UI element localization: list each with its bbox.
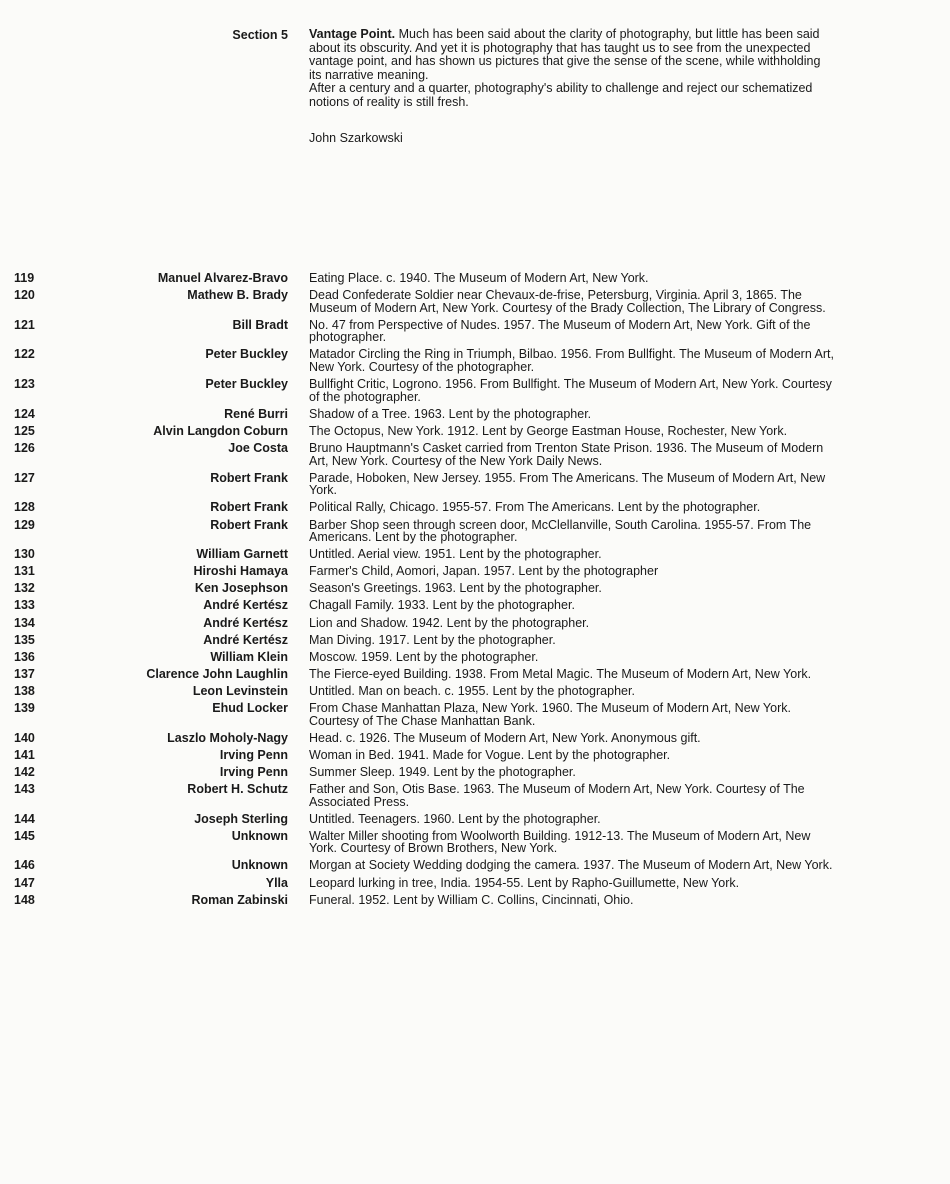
plate-description: Season's Greetings. 1963. Lent by the photographer. (309, 581, 602, 596)
plate-number: 148 (14, 892, 35, 907)
plate-description: Funeral. 1952. Lent by William C. Collins, Cincinnati, Ohio. (309, 892, 634, 907)
plate-description: Political Rally, Chicago. 1955-57. From The Americans. Lent by the photographer. (309, 500, 761, 515)
plate-number: 130 (14, 547, 35, 562)
plate-description: Morgan at Society Wedding dodging the camera. 1937. The Museum of Modern Art, New York. (309, 858, 833, 873)
plate-entry (0, 425, 950, 438)
plate-entry (0, 749, 950, 762)
plate-description: The Fierce-eyed Building. 1938. From Metal Magic. The Museum of Modern Art, New York. (309, 666, 812, 681)
plate-description: Bruno Hauptmann's Casket carried from Trenton State Prison. 1936. The Museum of Modern Art, New York. Courtesy of the New York Daily News. (309, 441, 824, 468)
plate-entry (0, 859, 950, 872)
plate-entry (0, 813, 950, 826)
plate-entry (0, 565, 950, 578)
plate-number: 136 (14, 649, 35, 664)
plate-number: 133 (14, 598, 35, 613)
plate-entry (0, 702, 950, 727)
plate-number: 121 (14, 317, 35, 332)
intro-paragraph-2: After a century and a quarter, photography's ability to challenge and reject our schematized notions of reality is still fresh. (309, 81, 813, 109)
plate-entry (0, 519, 950, 544)
plate-entry (0, 348, 950, 373)
plate-number: 131 (14, 564, 35, 579)
plate-entry (0, 548, 950, 561)
photographer-name: Mathew B. Brady (187, 288, 288, 303)
plate-description: Barber Shop seen through screen door, McClellanville, South Carolina. 1955-57. From The Americans. Lent by the photographer. (309, 517, 812, 545)
plate-number: 129 (14, 517, 35, 532)
photographer-name: Ken Josephson (194, 581, 288, 596)
plate-description: Moscow. 1959. Lent by the photographer. (309, 649, 539, 664)
plate-entry (0, 472, 950, 497)
plate-number: 142 (14, 764, 35, 779)
photographer-name: Manuel Alvarez-Bravo (157, 271, 288, 285)
photographer-name: Clarence John Laughlin (146, 666, 288, 681)
photographer-name: Irving Penn (219, 747, 288, 762)
plate-description: No. 47 from Perspective of Nudes. 1957. The Museum of Modern Art, New York. Gift of the photographer. (309, 317, 811, 345)
plate-entry (0, 378, 950, 403)
plate-description: Farmer's Child, Aomori, Japan. 1957. Lent by the photographer (309, 564, 659, 579)
plate-description: Untitled. Aerial view. 1951. Lent by the photographer. (309, 547, 602, 562)
plate-number: 126 (14, 441, 35, 456)
plate-description: Matador Circling the Ring in Triumph, Bilbao. 1956. From Bullfight. The Museum of Modern Art, New York. Courtesy of the photographer. (309, 347, 835, 375)
plate-number: 123 (14, 377, 35, 392)
plate-description: Eating Place. c. 1940. The Museum of Modern Art, New York. (309, 271, 649, 285)
author-name: John Szarkowski (309, 131, 403, 145)
photographer-name: Unknown (231, 828, 288, 843)
photographer-name: Alvin Langdon Coburn (153, 423, 288, 438)
plate-number: 137 (14, 666, 35, 681)
section-label: Section 5 (232, 28, 288, 42)
photographer-name: Robert H. Schutz (187, 782, 288, 796)
photographer-name: Joe Costa (228, 441, 288, 456)
photographer-name: Ylla (265, 875, 288, 890)
plate-list (0, 272, 950, 911)
plate-description: Head. c. 1926. The Museum of Modern Art, New York. Anonymous gift. (309, 730, 701, 745)
photographer-name: William Garnett (196, 547, 288, 562)
photographer-name: René Burri (224, 406, 288, 421)
plate-entry (0, 617, 950, 630)
photographer-name: André Kertész (203, 615, 288, 630)
plate-description: Dead Confederate Soldier near Chevaux-de-frise, Petersburg, Virginia. April 3, 1865. The Museum of Modern Art, New York. Courtesy of the Brady Collection, The Library of Congress. (309, 288, 826, 315)
plate-description: Lion and Shadow. 1942. Lent by the photographer. (309, 615, 590, 630)
plate-description: Untitled. Teenagers. 1960. Lent by the photographer. (309, 811, 601, 826)
plate-entry (0, 830, 950, 855)
plate-number: 127 (14, 470, 35, 485)
plate-description: Walter Miller shooting from Woolworth Building. 1912-13. The Museum of Modern Art, New York. Courtesy of Brown Brothers, New York. (309, 828, 811, 856)
plate-description: Woman in Bed. 1941. Made for Vogue. Lent by the photographer. (309, 747, 671, 762)
photographer-name: Peter Buckley (205, 347, 288, 362)
plate-number: 128 (14, 500, 35, 515)
plate-entry (0, 732, 950, 745)
plate-entry (0, 783, 950, 808)
plate-number: 141 (14, 747, 35, 762)
plate-description: Man Diving. 1917. Lent by the photographer. (309, 632, 556, 647)
photographer-name: André Kertész (203, 632, 288, 647)
photographer-name: Bill Bradt (232, 317, 288, 332)
plate-entry (0, 685, 950, 698)
intro-paragraph-1 (309, 28, 829, 82)
plate-entry (0, 894, 950, 907)
plate-description: Chagall Family. 1933. Lent by the photographer. (309, 598, 575, 613)
photographer-name: Robert Frank (210, 470, 288, 485)
plate-number: 138 (14, 683, 35, 698)
plate-number: 134 (14, 615, 35, 630)
photographer-name: Joseph Sterling (194, 811, 288, 826)
photographer-name: William Klein (210, 649, 288, 664)
plate-description: From Chase Manhattan Plaza, New York. 1960. The Museum of Modern Art, New York. Courtesy of The Chase Manhattan Bank. (309, 701, 791, 728)
plate-entry (0, 766, 950, 779)
plate-number: 140 (14, 730, 35, 745)
photographer-name: Hiroshi Hamaya (193, 564, 288, 579)
plate-entry (0, 668, 950, 681)
section-title: Vantage Point. (309, 27, 396, 41)
plate-number: 144 (14, 811, 35, 826)
photographer-name: Ehud Locker (212, 701, 288, 716)
intro-text: Much has been said about the clarity of photography, but little has been said about its obscurity. And yet it is photography that has taught us to see from the unexpected vantage point, and has shown us pictures that give the sense of the scene, while withholding its narrative meaning. (309, 27, 821, 82)
plate-description: The Octopus, New York. 1912. Lent by George Eastman House, Rochester, New York. (309, 423, 788, 438)
plate-number: 119 (14, 271, 35, 285)
plate-number: 122 (14, 347, 35, 362)
plate-number: 135 (14, 632, 35, 647)
plate-entry (0, 634, 950, 647)
plate-entry (0, 272, 950, 285)
photographer-name: Robert Frank (210, 517, 288, 532)
plate-number: 120 (14, 288, 35, 303)
plate-entry (0, 599, 950, 612)
plate-description: Father and Son, Otis Base. 1963. The Museum of Modern Art, New York. Courtesy of The Associated Press. (309, 782, 805, 809)
photographer-name: Peter Buckley (205, 377, 288, 392)
photographer-name: Unknown (231, 858, 288, 873)
plate-description: Summer Sleep. 1949. Lent by the photographer. (309, 764, 576, 779)
plate-description: Shadow of a Tree. 1963. Lent by the photographer. (309, 406, 592, 421)
plate-description: Bullfight Critic, Logrono. 1956. From Bullfight. The Museum of Modern Art, New York. Courtesy of the photographer. (309, 377, 832, 404)
plate-number: 143 (14, 782, 35, 796)
plate-number: 146 (14, 858, 35, 873)
plate-entry (0, 877, 950, 890)
photographer-name: André Kertész (203, 598, 288, 613)
photographer-name: Robert Frank (210, 500, 288, 515)
section-intro (309, 28, 829, 110)
plate-entry (0, 501, 950, 514)
plate-description: Leopard lurking in tree, India. 1954-55. Lent by Rapho-Guillumette, New York. (309, 875, 740, 890)
plate-number: 145 (14, 828, 35, 843)
plate-number: 139 (14, 701, 35, 716)
plate-number: 147 (14, 875, 35, 890)
plate-entry (0, 289, 950, 314)
plate-entry (0, 582, 950, 595)
plate-description: Untitled. Man on beach. c. 1955. Lent by the photographer. (309, 683, 635, 698)
plate-entry (0, 651, 950, 664)
plate-entry (0, 319, 950, 344)
plate-entry (0, 408, 950, 421)
plate-entry (0, 442, 950, 467)
photographer-name: Laszlo Moholy-Nagy (167, 730, 288, 745)
photographer-name: Leon Levinstein (192, 683, 288, 698)
photographer-name: Roman Zabinski (191, 892, 288, 907)
plate-number: 125 (14, 423, 35, 438)
plate-number: 124 (14, 406, 35, 421)
plate-description: Parade, Hoboken, New Jersey. 1955. From The Americans. The Museum of Modern Art, New York. (309, 470, 826, 498)
photographer-name: Irving Penn (219, 764, 288, 779)
plate-number: 132 (14, 581, 35, 596)
